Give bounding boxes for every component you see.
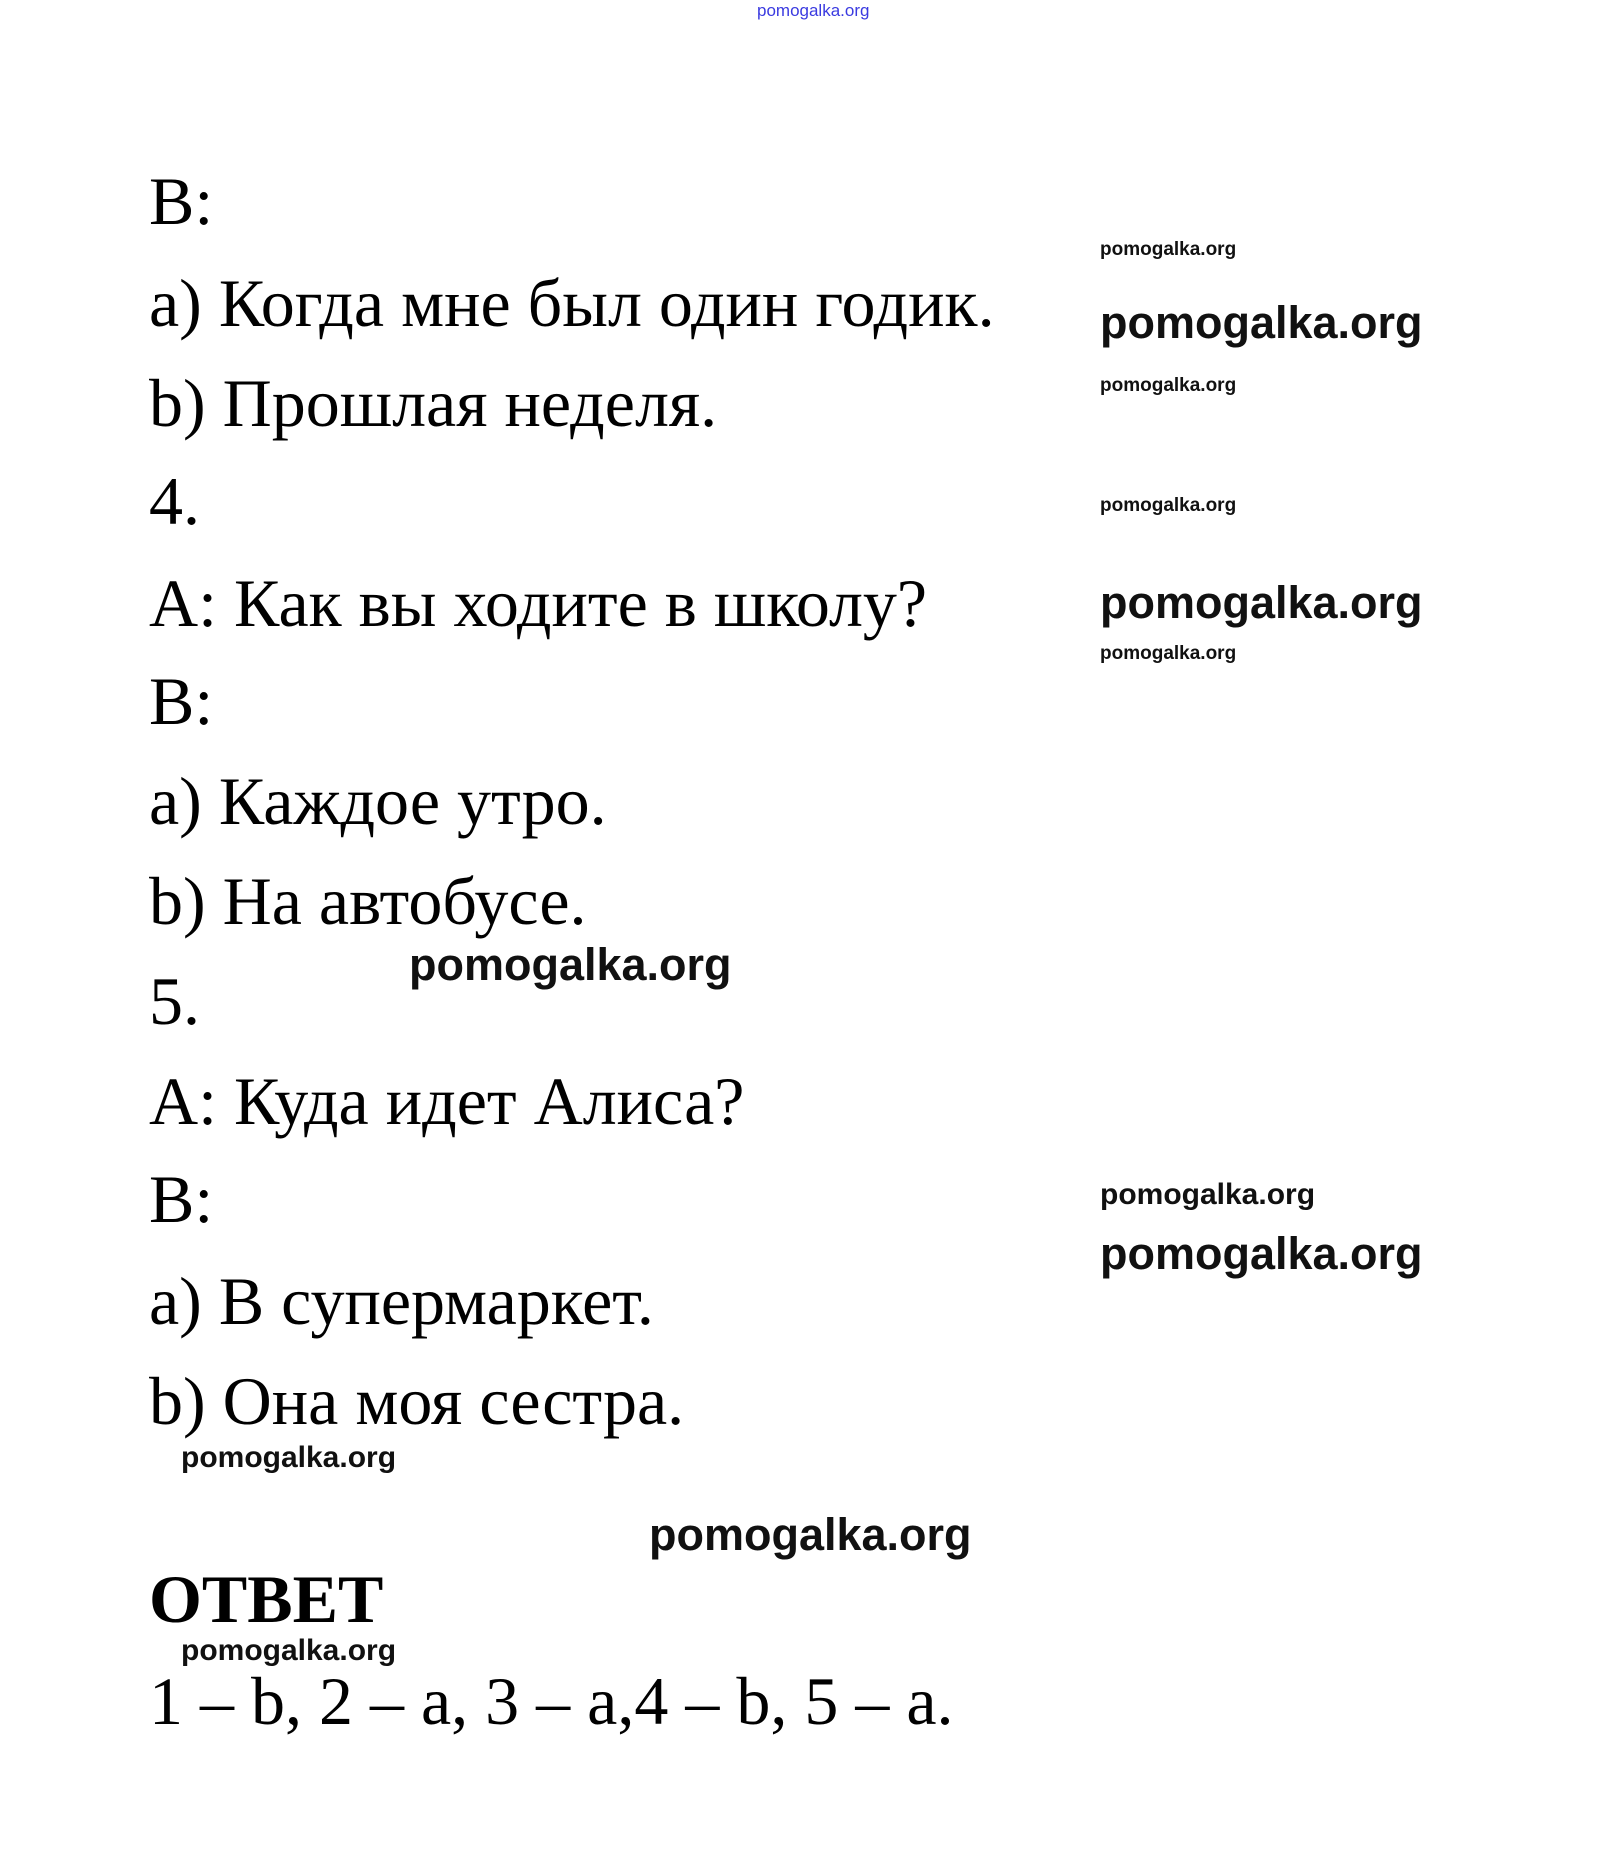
- question-number: 5.: [149, 963, 200, 1039]
- option-a: a) Каждое утро.: [149, 763, 607, 839]
- option-a: a) Когда мне был один годик.: [149, 265, 995, 341]
- watermark: pomogalka.org: [1100, 1228, 1423, 1279]
- watermark: pomogalka.org: [649, 1509, 972, 1560]
- watermark: pomogalka.org: [1100, 1178, 1316, 1211]
- watermark: pomogalka.org: [409, 939, 732, 990]
- option-b: b) Она моя сестра.: [149, 1363, 685, 1439]
- answer-heading: ОТВЕТ: [149, 1561, 384, 1637]
- watermark: pomogalka.org: [181, 1634, 397, 1667]
- watermark: pomogalka.org: [1100, 239, 1237, 260]
- header-watermark: pomogalka.org: [757, 1, 870, 20]
- watermark: pomogalka.org: [1100, 643, 1237, 664]
- option-b: b) На автобусе.: [149, 863, 587, 939]
- option-b: b) Прошлая неделя.: [149, 365, 718, 441]
- speaker-b-label: B:: [149, 163, 214, 239]
- watermark: pomogalka.org: [1100, 375, 1237, 396]
- speaker-b-label: B:: [149, 663, 214, 739]
- watermark: pomogalka.org: [1100, 297, 1423, 348]
- question-a: A: Куда идет Алиса?: [149, 1063, 745, 1139]
- option-a: a) В супермаркет.: [149, 1263, 654, 1339]
- watermark: pomogalka.org: [181, 1441, 397, 1474]
- answer-text: 1 – b, 2 – a, 3 – a,4 – b, 5 – a.: [149, 1663, 954, 1739]
- watermark: pomogalka.org: [1100, 577, 1423, 628]
- watermark: pomogalka.org: [1100, 495, 1237, 516]
- speaker-b-label: B:: [149, 1161, 214, 1237]
- question-number: 4.: [149, 463, 200, 539]
- question-a: A: Как вы ходите в школу?: [149, 565, 928, 641]
